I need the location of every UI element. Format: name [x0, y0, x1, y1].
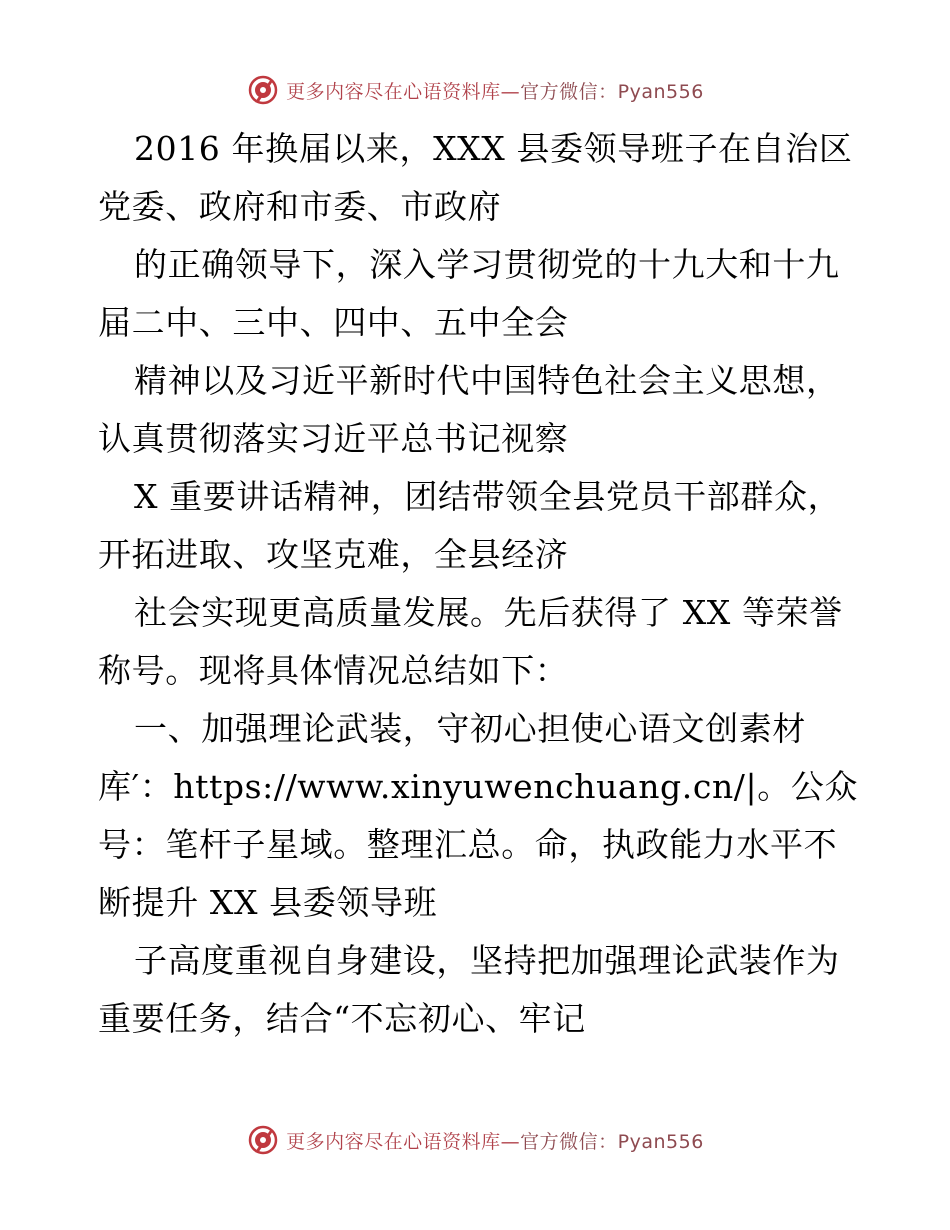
header-banner-text: [286, 77, 704, 104]
text-line-12: 库′：https://www.xinyuwenchuang.cn/|。公众: [98, 767, 859, 806]
header-wechat-label: 官方微信：Pyan556: [520, 80, 704, 103]
quill-logo-icon: [246, 1123, 280, 1157]
footer-banner-main: 更多内容尽在心语资料库—: [286, 1130, 521, 1153]
text-line-10: 称号。现将具体情况总结如下：: [98, 651, 569, 690]
text-line-6: 认真贯彻落实习近平总书记视察: [98, 419, 569, 458]
header-banner: [0, 70, 950, 110]
text-line-15: 子高度重视自身建设，坚持把加强理论武装作为: [134, 941, 840, 980]
footer-banner: [0, 1120, 950, 1160]
quill-logo-icon: [246, 73, 280, 107]
text-line-5: 精神以及习近平新时代中国特色社会主义思想，: [134, 361, 840, 400]
document-body: [98, 120, 858, 1048]
header-banner-main: 更多内容尽在心语资料库—: [286, 80, 521, 103]
text-line-16: 重要任务，结合“不忘初心、牢记: [98, 999, 586, 1038]
text-line-2: 党委、政府和市委、市政府: [98, 187, 502, 226]
text-line-13: 号：笔杆子星域。整理汇总。命，执政能力水平不: [98, 825, 838, 864]
text-line-8: 开拓进取、攻坚克难，全县经济: [98, 535, 569, 574]
text-line-14: 断提升 XX 县委领导班: [98, 883, 438, 922]
footer-wechat-label: 官方微信：Pyan556: [520, 1130, 704, 1153]
text-line-3: 的正确领导下，深入学习贯彻党的十九大和十九: [134, 245, 840, 284]
text-line-7: X 重要讲话精神，团结带领全县党员干部群众，: [134, 477, 842, 516]
text-line-9: 社会实现更高质量发展。先后获得了 XX 等荣誉: [134, 593, 843, 632]
footer-banner-inner: [246, 1123, 704, 1157]
header-banner-inner: [246, 73, 704, 107]
text-line-4: 届二中、三中、四中、五中全会: [98, 303, 569, 342]
text-line-1: 2016 年换届以来，XXX 县委领导班子在自治区: [134, 129, 853, 168]
footer-banner-text: [286, 1127, 704, 1154]
text-line-11: 一、加强理论武装，守初心担使心语文创素材: [134, 709, 806, 748]
